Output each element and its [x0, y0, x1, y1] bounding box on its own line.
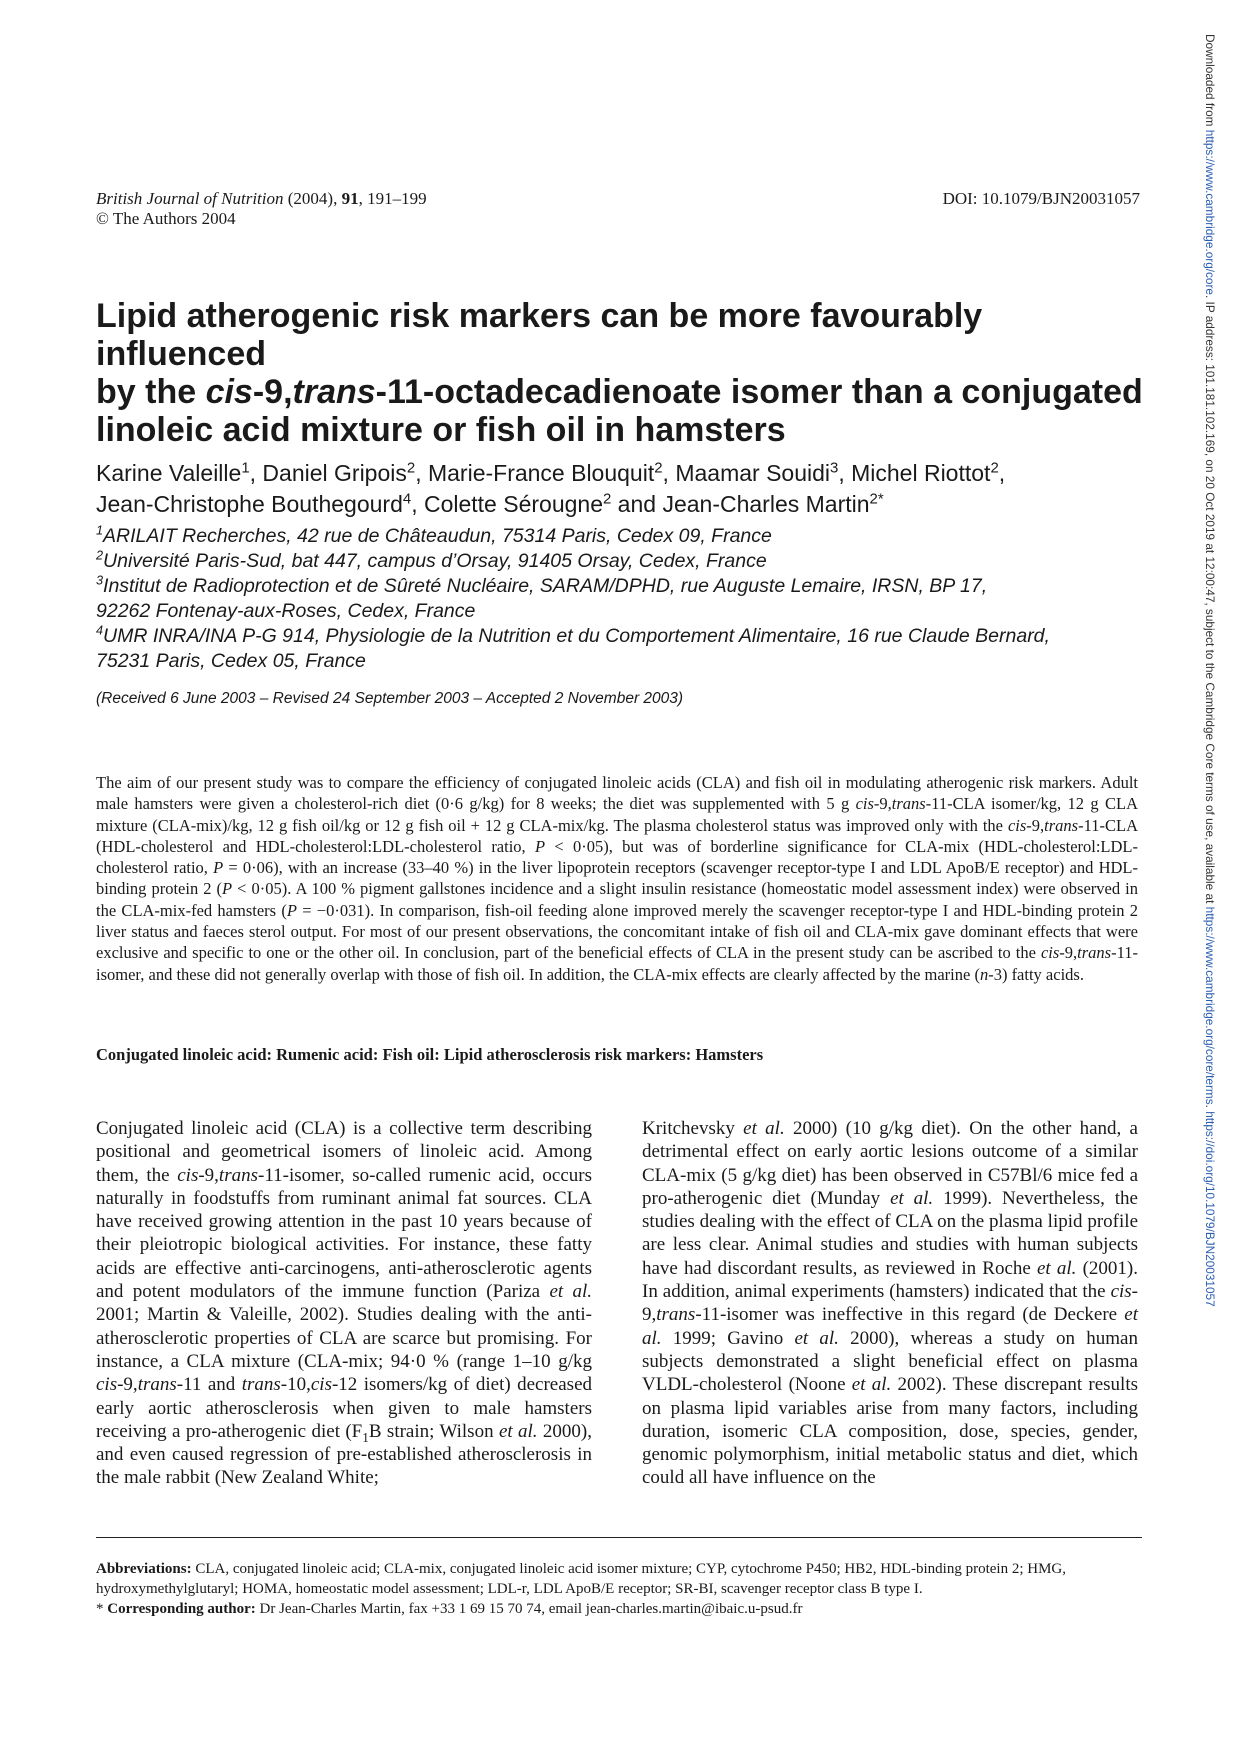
- doi: DOI: 10.1079/BJN20031057: [942, 189, 1140, 208]
- affiliation: $^1$ARILAIT Recherches, 42 rue de Châteaudun, 75314 Paris, Cedex 09, France: [96, 523, 772, 547]
- abstract: The aim of our present study was to compare the efficiency of conjugated linoleic acids (CLA) and fish oil in modulating atherogenic risk markers. Adult male hamsters were given a cholesterol-rich diet (0·6 g/kg) for 8 weeks; the diet was supplemented with 5 g cis-9,trans-11-CLA isomer/kg, 12 g CLA mixture (CLA-mix)/kg, 12 g fish oil/kg or 12 g fish oil + 12 g CLA-mix/kg. The plasma cholesterol status was improved only with the cis-9,trans-11-CLA (HDL-cholesterol and HDL-cholesterol:LDL-cholesterol ratio, P < 0·05), but was of borderline significance for CLA-mix (HDL-cholesterol:LDL-cholesterol ratio, P = 0·06), with an increase (33–40 %) in the liver lipoprotein receptors (scavenger receptor-type I and LDL ApoB/E receptor) and HDL-binding protein 2 (P < 0·05). A 100 % pigment gallstones incidence and a slight insulin resistance (homeostatic model assessment index) were observed in the CLA-mix-fed hamsters (P = −0·031). In comparison, fish-oil feeding alone improved merely the scavenger receptor-type I and HDL-binding protein 2 liver status and faeces sterol output. For most of our present observations, the concomitant intake of fish oil and CLA-mix gave dominant effects that were exclusive and specific to one or the other oil. In conclusion, part of the beneficial effects of CLA in the present study can be ascribed to the cis-9,trans-11-isomer, and these did not generally overlap with those of fish oil. In addition, the CLA-mix effects are clearly affected by the marine (n-3) fatty acids.: [96, 773, 1138, 984]
- download-notice: Downloaded from https://www.cambridge.org/core. IP address: 101.181.102.169, on 20 Oct 2019 at 12:00:47, subject to the Cambridge Core terms of use, available at https://www.cambridge.org/core/terms. https://doi.org/10.1079/BJN20031057: [1203, 34, 1217, 1307]
- copyright: © The Authors 2004: [96, 209, 236, 228]
- corresponding-star: *: [877, 490, 884, 508]
- doi-link[interactable]: https://doi.org/10.1079/BJN20031057: [1203, 1111, 1217, 1307]
- author-list: Karine Valeille$^1$, Daniel Gripois$^2$, Marie-France Blouquit$^2$, Maamar Souidi$^3$, Michel Riottot$^2$, Jean-Christophe Bouthegourd$^4$, Colette Sérougne$^2$ and Jean-Charles Martin$^{2*}$: [96, 459, 1006, 517]
- affiliations: [96, 524, 1156, 674]
- keywords: Conjugated linoleic acid: Rumenic acid: Fish oil: Lipid atherosclerosis risk markers: Hamsters: [96, 1045, 764, 1064]
- journal-volume: 91: [341, 189, 359, 208]
- corresponding-author-note: * Corresponding author: Dr Jean-Charles Martin, fax +33 1 69 15 70 74, email jean-charles.martin@ibaic.u-psud.fr: [96, 1601, 803, 1617]
- footnotes: [96, 1559, 1142, 1619]
- journal-citation: British Journal of Nutrition (2004), 91, 191–199 © The Authors 2004: [96, 189, 427, 228]
- affiliation: $^2$Université Paris-Sud, bat 447, campus d’Orsay, 91405 Orsay, Cedex, France: [96, 548, 767, 572]
- body-column-left: Conjugated linoleic acid (CLA) is a collective term describing positional and geometrical isomers of linoleic acid. Among them, the cis-9,trans-11-isomer, so-called rumenic acid, occurs naturally in foodstuffs from ruminant animal fat sources. CLA have received growing attention in the past 10 years because of their pleiotropic biological activities. For instance, these fatty acids are effective anti-carcinogens, anti-atherosclerotic agents and potent modulators of the immune function (Pariza et al. 2001; Martin & Valeille, 2002). Studies dealing with the anti-atherosclerotic properties of CLA are scarce but promising. For instance, a CLA mixture (CLA-mix; 94·0 % (range 1–10 g/kg cis-9,trans-11 and trans-10,cis-12 isomers/kg of diet) decreased early aortic atherosclerosis when given to male hamsters receiving a pro-atherogenic diet ($F_1B$ strain; Wilson et al. 2000), and even caused regression of pre-established atherosclerosis in the male rabbit (New Zealand White;: [96, 1118, 593, 1489]
- terms-link[interactable]: https://www.cambridge.org/core/terms: [1203, 906, 1217, 1105]
- cambridge-core-link[interactable]: https://www.cambridge.org/core: [1203, 129, 1217, 295]
- affiliation: $^3$Institut de Radioprotection et de Sûreté Nucléaire, SARAM/DPHD, rue Auguste Lemaire, IRSN, BP 17, 92262 Fontenay-aux-Roses, Cedex, France: [96, 573, 988, 622]
- journal-name: British Journal of Nutrition: [96, 189, 284, 208]
- body-column-right: Kritchevsky et al. 2000) (10 g/kg diet). On the other hand, a detrimental effect on early aortic lesions outcome of a similar CLA-mix (5 g/kg diet) has been observed in C57Bl/6 mice fed a pro-atherogenic diet (Munday et al. 1999). Nevertheless, the studies dealing with the effect of CLA on the plasma lipid profile are less clear. Animal studies and studies with human subjects have had discordant results, as reviewed in Roche et al. (2001). In addition, animal experiments (hamsters) indicated that the cis-9,trans-11-isomer was ineffective in this regard (de Deckere et al. 1999; Gavino et al. 2000), whereas a study on human subjects demonstrated a slight beneficial effect on plasma VLDL-cholesterol (Noone et al. 2002). These discrepant results on plasma lipid variables arise from many factors, including duration, isomeric CLA composition, dose, species, gender, genomic polymorphism, initial metabolic status and diet, which could all have influence on the: [642, 1118, 1138, 1489]
- article-title: Lipid atherogenic risk markers can be more favourably influenced by the cis-9,trans-11-octadecadienoate isomer than a conjugated linoleic acid mixture or fish oil in hamsters: [96, 297, 1143, 449]
- received-dates: (Received 6 June 2003 – Revised 24 September 2003 – Accepted 2 November 2003): [96, 690, 684, 707]
- abbreviations-note: Abbreviations: CLA, conjugated linoleic acid; CLA-mix, conjugated linoleic acid isomer mixture; CYP, cytochrome P450; HB2, HDL-binding protein 2; HMG, hydroxymethylglutaryl; HOMA, homeostatic model assessment; LDL-r, LDL ApoB/E receptor; SR-BI, scavenger receptor class B type I.: [96, 1561, 1067, 1597]
- footnote-divider: [96, 1537, 1142, 1538]
- affiliation: $^4$UMR INRA/INA P-G 914, Physiologie de la Nutrition et du Comportement Alimentaire, 16 rue Claude Bernard, 75231 Paris, Cedex 05, France: [96, 623, 1050, 672]
